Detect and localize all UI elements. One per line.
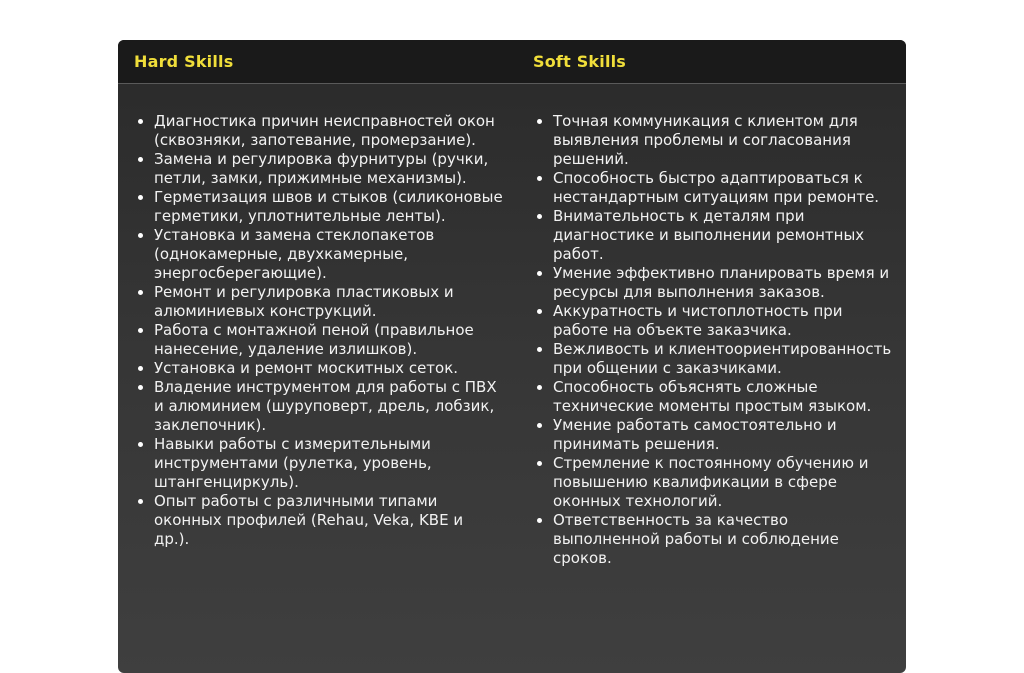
list-item: • Герметизация швов и стыков (силиконовые герметики, уплотнительные ленты). — [154, 188, 503, 226]
table-header — [118, 40, 906, 84]
list-item: • Установка и замена стеклопакетов (однокамерные, двухкамерные, энергосберегающие). — [154, 226, 503, 283]
list-item: • Диагностика причин неисправностей окон (сквозняки, запотевание, промерзание). — [154, 112, 503, 150]
list-item: • Аккуратность и чистоплотность при работе на объекте заказчика. — [553, 302, 896, 340]
list-item: • Умение эффективно планировать время и ресурсы для выполнения заказов. — [553, 264, 896, 302]
skills-table — [118, 40, 906, 673]
list-item: • Способность объяснять сложные технические моменты простым языком. — [553, 378, 896, 416]
soft-skills-heading: Soft Skills — [533, 52, 627, 71]
soft-skills-column — [517, 112, 906, 568]
list-item: • Способность быстро адаптироваться к нестандартным ситуациям при ремонте. — [553, 169, 896, 207]
list-item: • Вежливость и клиентоориентированность при общении с заказчиками. — [553, 340, 896, 378]
list-item: • Владение инструментом для работы с ПВХ и алюминием (шуруповерт, дрель, лобзик, заклепочник). — [154, 378, 503, 435]
hard-skills-list — [134, 112, 503, 549]
list-item: • Внимательность к деталям при диагностике и выполнении ремонтных работ. — [553, 207, 896, 264]
list-item: • Точная коммуникация с клиентом для выявления проблемы и согласования решений. — [553, 112, 896, 169]
list-item: • Установка и ремонт москитных сеток. — [154, 359, 503, 378]
hard-skills-heading: Hard Skills — [134, 52, 234, 71]
list-item: • Умение работать самостоятельно и принимать решения. — [553, 416, 896, 454]
list-item: • Замена и регулировка фурнитуры (ручки, петли, замки, прижимные механизмы). — [154, 150, 503, 188]
list-item: • Ремонт и регулировка пластиковых и алюминиевых конструкций. — [154, 283, 503, 321]
hard-skills-column — [118, 112, 517, 568]
list-item: • Навыки работы с измерительными инструментами (рулетка, уровень, штангенциркуль). — [154, 435, 503, 492]
list-item: • Опыт работы с различными типами оконных профилей (Rehau, Veka, KBE и др.). — [154, 492, 503, 549]
soft-skills-list — [533, 112, 896, 568]
list-item: • Ответственность за качество выполненной работы и соблюдение сроков. — [553, 511, 896, 568]
table-body — [118, 84, 906, 568]
list-item: • Стремление к постоянному обучению и повышению квалификации в сфере оконных технологий. — [553, 454, 896, 511]
list-item: • Работа с монтажной пеной (правильное нанесение, удаление излишков). — [154, 321, 503, 359]
